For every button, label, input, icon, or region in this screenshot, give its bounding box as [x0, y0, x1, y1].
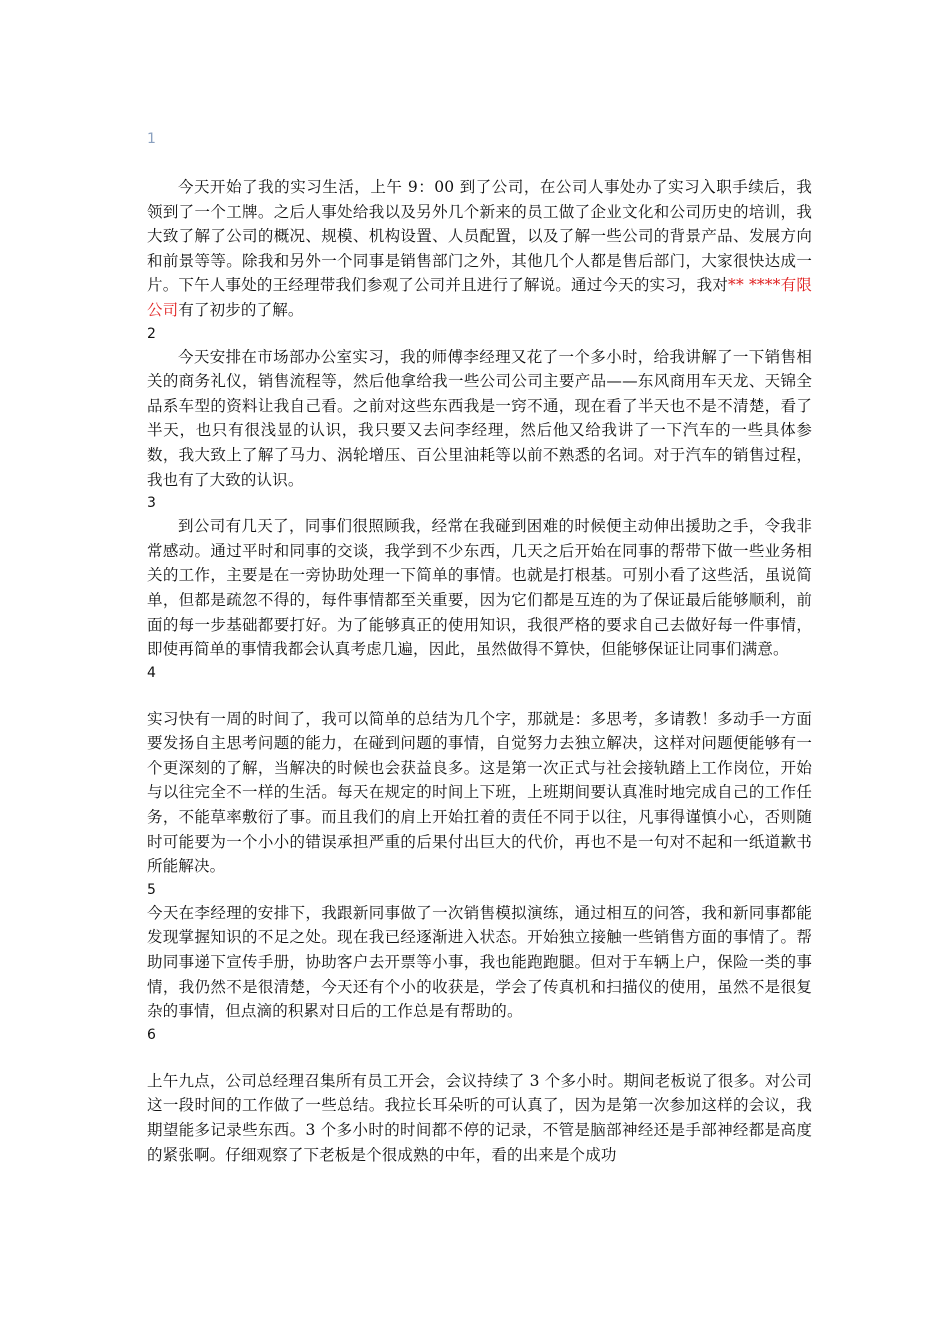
entry-number-3: 3 [147, 495, 156, 512]
entry-1-text-before: 今天开始了我的实习生活，上午 9：00 到了公司，在公司人事处办了实习入职手续后，我领到了一个工牌。之后人事处给我以及另外几个新来的员工做了企业文化和公司历史的培训，我大致了解了公司的概况、规模、机构设置、人员配置，以及了解一些公司的背景产品、发展方向和前景等等。除我和另外一个同事是销售部门之外，其他几个人都是售后部门，大家很快达成一片。下午人事处的王经理带我们参观了公司并且进行了解说。通过今天的实习，我对 [147, 178, 812, 295]
entry-number-6: 6 [147, 1026, 156, 1043]
company-name-highlight: ** ****有限公司 [147, 276, 812, 319]
entry-number-4: 4 [147, 664, 156, 681]
entry-number-5: 5 [147, 881, 156, 898]
entry-paragraph-5: 今天在李经理的安排下，我跟新同事做了一次销售模拟演练，通过相互的问答，我和新同事都能发现掌握知识的不足之处。现在我已经逐渐进入状态。开始独立接触一些销售方面的事情了。帮助同事递下宣传手册，协助客户去开票等小事，我也能跑跑腿。但对于车辆上户，保险一类的事情，我仍然不是很清楚，今天还有个小的收获是，学会了传真机和扫描仪的使用，虽然不是很复杂的事情，但点滴的积累对日后的工作总是有帮助的。 [147, 903, 812, 1021]
diary-body [147, 0, 812, 1167]
entry-paragraph-4: 实习快有一周的时间了，我可以简单的总结为几个字，那就是：多思考，多请教！多动手一方面要发扬自主思考问题的能力，在碰到问题的事情，自觉努力去独立解决，这样对问题便能够有一个更深刻的了解，当解决的时候也会获益良多。这是第一次正式与社会接轨踏上工作岗位，开始与以往完全不一样的生活。每天在规定的时间上下班，上班期间要认真准时地完成自己的工作任务，不能草率敷衍了事。而且我们的肩上开始扛着的责任不同于以往，凡事得谨慎小心，否则随时可能要为一个小小的错误承担严重的后果付出巨大的代价，再也不是一句对不起和一纸道歉书所能解决。 [147, 709, 812, 876]
entry-paragraph-6: 上午九点，公司总经理召集所有员工开会，会议持续了 3 个多小时。期间老板说了很多。对公司这一段时间的工作做了一些总结。我拉长耳朵听的可认真了，因为是第一次参加这样的会议，我期望能多记录些东西。3 个多小时的时间都不停的记录，不管是脑部神经还是手部神经都是高度的紧张啊。仔细观察了下老板是个很成熟的中年，看的出来是个成功 [147, 1071, 812, 1164]
entry-1-text-after: 有了初步的了解。 [178, 300, 304, 319]
entry-number-1: 1 [147, 131, 156, 147]
entry-paragraph-2: 今天安排在市场部办公室实习，我的师傅李经理又花了一个多小时，给我讲解了一下销售相关的商务礼仪，销售流程等，然后他拿给我一些公司公司主要产品——东风商用车天龙、天锦全品系车型的资料让我自己看。之前对这些东西我是一窍不通，现在看了半天也不是不清楚，看了半天，也只有很浅显的认识，我只要又去问李经理，然后他又给我讲了一下汽车的一些具体参数，我大致上了解了马力、涡轮增压、百公里油耗等以前不熟悉的名词。对于汽车的销售过程，我也有了大致的认识。 [147, 347, 812, 489]
entry-number-2: 2 [147, 325, 156, 342]
entry-paragraph-1 [147, 175, 812, 323]
entry-paragraph-3: 到公司有几天了，同事们很照顾我，经常在我碰到困难的时候便主动伸出援助之手，令我非常感动。通过平时和同事的交谈，我学到不少东西，几天之后开始在同事的帮带下做一些业务相关的工作，主要是在一旁协助处理一下简单的事情。也就是打根基。可别小看了这些活，虽说简单，但都是疏忽不得的，每件事情都至关重要，因为它们都是互连的为了保证最后能够顺利，前面的每一步基础都要打好。为了能够真正的使用知识，我很严格的要求自己去做好每一件事情，即使再简单的事情我都会认真考虑几遍，因此，虽然做得不算快，但能够保证让同事们满意。 [147, 517, 812, 659]
